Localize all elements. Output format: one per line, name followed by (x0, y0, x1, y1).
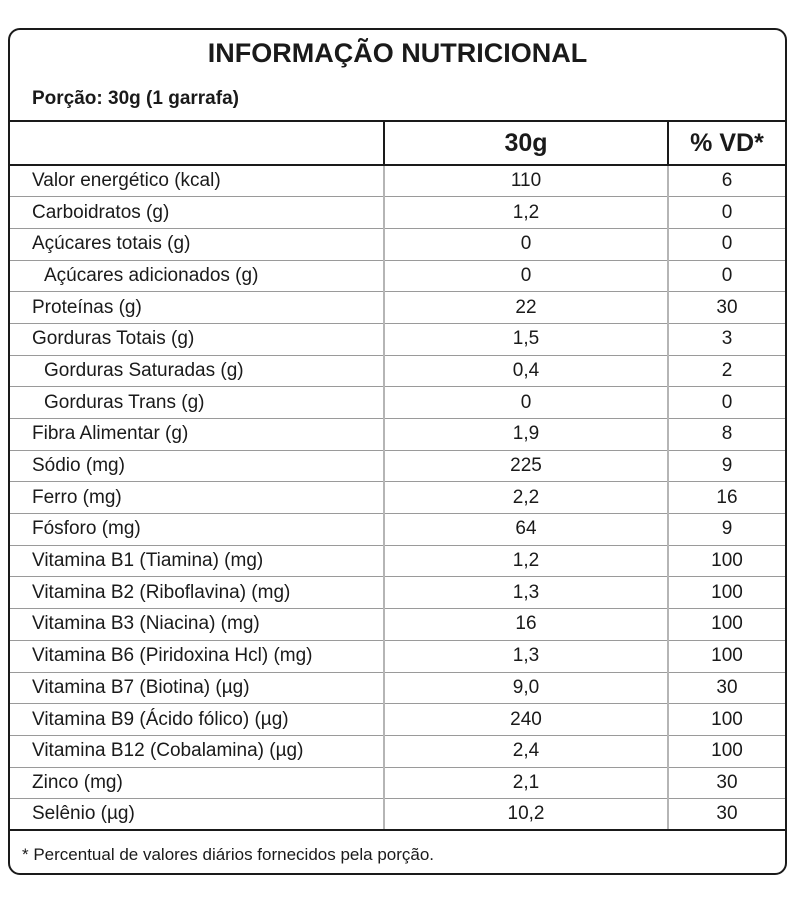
nutrient-amount: 16 (384, 609, 668, 641)
table-row (10, 799, 785, 831)
nutrient-daily-value: 30 (668, 767, 785, 799)
nutrient-label: Vitamina B2 (Riboflavina) (mg) (10, 577, 384, 609)
nutrient-daily-value: 16 (668, 482, 785, 514)
nutrient-daily-value: 9 (668, 450, 785, 482)
nutrient-amount: 0,4 (384, 355, 668, 387)
nutrient-label: Gorduras Trans (g) (10, 387, 384, 419)
table-row (10, 514, 785, 546)
nutrient-daily-value: 30 (668, 799, 785, 831)
table-row (10, 355, 785, 387)
table-row (10, 228, 785, 260)
nutrient-label: Fósforo (mg) (10, 514, 384, 546)
nutrient-amount: 22 (384, 292, 668, 324)
nutrient-amount: 2,4 (384, 735, 668, 767)
header-daily-value: % VD* (668, 121, 785, 165)
table-row (10, 545, 785, 577)
nutrient-label: Vitamina B9 (Ácido fólico) (µg) (10, 704, 384, 736)
nutrient-amount: 1,3 (384, 640, 668, 672)
table-row (10, 419, 785, 451)
table-row (10, 292, 785, 324)
nutrient-label: Valor energético (kcal) (10, 165, 384, 197)
nutrient-daily-value: 0 (668, 387, 785, 419)
nutrient-amount: 1,3 (384, 577, 668, 609)
table-row (10, 165, 785, 197)
nutrient-daily-value: 30 (668, 672, 785, 704)
nutrient-amount: 1,9 (384, 419, 668, 451)
nutrient-amount: 0 (384, 260, 668, 292)
nutrient-amount: 225 (384, 450, 668, 482)
nutrient-daily-value: 0 (668, 260, 785, 292)
nutrient-amount: 240 (384, 704, 668, 736)
table-row (10, 704, 785, 736)
table-row (10, 577, 785, 609)
nutrient-label: Açúcares totais (g) (10, 228, 384, 260)
nutrient-amount: 1,2 (384, 545, 668, 577)
table-row (10, 767, 785, 799)
table-row (10, 482, 785, 514)
nutrient-label: Vitamina B7 (Biotina) (µg) (10, 672, 384, 704)
nutrient-daily-value: 8 (668, 419, 785, 451)
table-row (10, 450, 785, 482)
nutrient-daily-value: 100 (668, 640, 785, 672)
nutrient-amount: 10,2 (384, 799, 668, 831)
nutrient-label: Gorduras Totais (g) (10, 323, 384, 355)
nutrient-daily-value: 100 (668, 577, 785, 609)
header-amount: 30g (384, 121, 668, 165)
nutrient-amount: 64 (384, 514, 668, 546)
nutrient-daily-value: 100 (668, 545, 785, 577)
nutrient-label: Vitamina B1 (Tiamina) (mg) (10, 545, 384, 577)
table-row (10, 672, 785, 704)
nutrient-daily-value: 0 (668, 197, 785, 229)
table-row (10, 197, 785, 229)
nutrient-daily-value: 2 (668, 355, 785, 387)
table-row (10, 387, 785, 419)
table-row (10, 735, 785, 767)
nutrient-label: Fibra Alimentar (g) (10, 419, 384, 451)
nutrient-label: Vitamina B6 (Piridoxina Hcl) (mg) (10, 640, 384, 672)
nutrient-daily-value: 30 (668, 292, 785, 324)
nutrient-daily-value: 100 (668, 735, 785, 767)
nutrition-table (10, 120, 785, 831)
nutrient-label: Zinco (mg) (10, 767, 384, 799)
nutrient-daily-value: 100 (668, 704, 785, 736)
nutrient-daily-value: 6 (668, 165, 785, 197)
table-row (10, 609, 785, 641)
nutrient-label: Selênio (µg) (10, 799, 384, 831)
portion-size: Porção: 30g (1 garrafa) (32, 88, 239, 109)
nutrient-daily-value: 0 (668, 228, 785, 260)
nutrient-label: Vitamina B12 (Cobalamina) (µg) (10, 735, 384, 767)
nutrient-daily-value: 9 (668, 514, 785, 546)
nutrient-amount: 2,2 (384, 482, 668, 514)
nutrient-label: Carboidratos (g) (10, 197, 384, 229)
nutrient-amount: 9,0 (384, 672, 668, 704)
nutrient-label: Gorduras Saturadas (g) (10, 355, 384, 387)
nutrient-label: Ferro (mg) (10, 482, 384, 514)
table-title: INFORMAÇÃO NUTRICIONAL (207, 38, 588, 68)
nutrient-amount: 1,2 (384, 197, 668, 229)
nutrient-label: Proteínas (g) (10, 292, 384, 324)
nutrient-amount: 2,1 (384, 767, 668, 799)
nutrient-amount: 110 (384, 165, 668, 197)
footnote: * Percentual de valores diários fornecidos pela porção. (22, 845, 435, 864)
table-row (10, 640, 785, 672)
header-nutrient (10, 121, 384, 165)
nutrient-daily-value: 3 (668, 323, 785, 355)
nutrient-amount: 1,5 (384, 323, 668, 355)
nutrient-label: Vitamina B3 (Niacina) (mg) (10, 609, 384, 641)
nutrient-amount: 0 (384, 387, 668, 419)
nutrient-amount: 0 (384, 228, 668, 260)
nutrient-daily-value: 100 (668, 609, 785, 641)
table-row (10, 260, 785, 292)
table-row (10, 323, 785, 355)
nutrition-facts-panel (8, 28, 787, 875)
header-row (10, 121, 785, 165)
nutrient-label: Sódio (mg) (10, 450, 384, 482)
nutrient-label: Açúcares adicionados (g) (10, 260, 384, 292)
